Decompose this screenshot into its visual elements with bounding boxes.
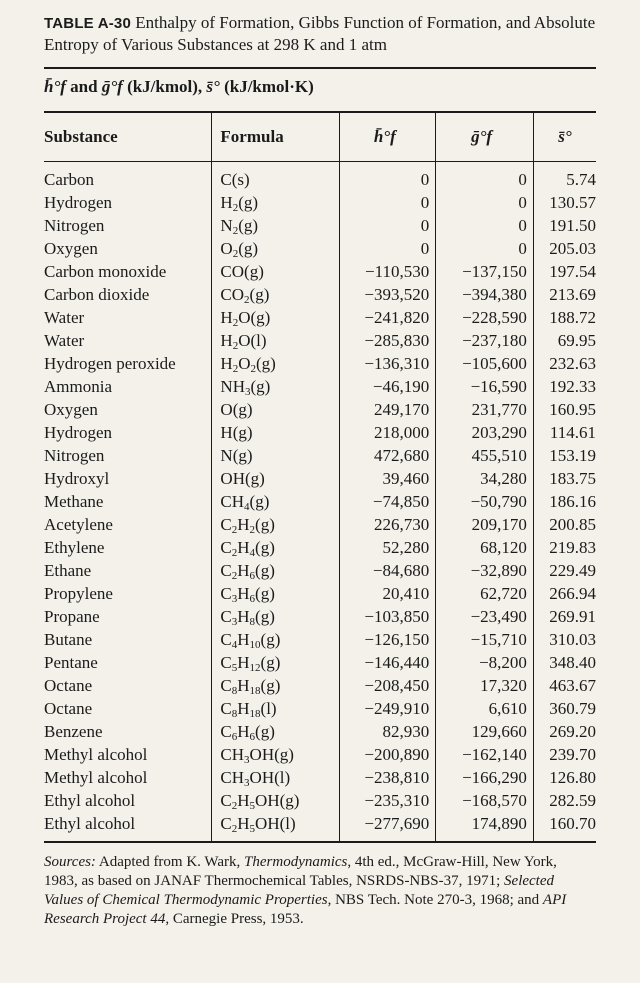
table-row [44,283,596,306]
gibbs-cell: −8,200 [436,651,534,674]
enthalpy-symbol: h̄°f [44,77,66,96]
table-row [44,490,596,513]
formula-cell: H(g) [212,421,340,444]
table-row [44,306,596,329]
enthalpy-cell: −241,820 [340,306,436,329]
formula-cell: $O_2(g)$ [212,237,340,260]
table-row [44,651,596,674]
entropy-cell: 269.91 [533,605,596,628]
formula-cell: N(g) [212,444,340,467]
col-header-entropy: s̄° [533,113,596,162]
enthalpy-cell: 39,460 [340,467,436,490]
formula-cell: OH(g) [212,467,340,490]
entropy-cell: 183.75 [533,467,596,490]
enthalpy-cell: −277,690 [340,812,436,841]
entropy-cell: 160.95 [533,398,596,421]
formula-cell: $NH_3(g)$ [212,375,340,398]
substance-cell: Methyl alcohol [44,768,148,787]
formula-cell: $C_2H_4(g)$ [212,536,340,559]
substance-cell: Oxygen [44,400,98,419]
gibbs-cell: −166,290 [436,766,534,789]
table-row [44,398,596,421]
entropy-cell: 200.85 [533,513,596,536]
enthalpy-cell: −146,440 [340,651,436,674]
entropy-cell: 239.70 [533,743,596,766]
gibbs-cell: 17,320 [436,674,534,697]
table-row [44,766,596,789]
formula-cell: $H_2O(l)$ [212,329,340,352]
entropy-cell: 229.49 [533,559,596,582]
substance-cell: Hydrogen peroxide [44,354,176,373]
gibbs-cell: 34,280 [436,467,534,490]
table-row [44,467,596,490]
gibbs-cell: −228,590 [436,306,534,329]
formula-cell: $C_2H_2(g)$ [212,513,340,536]
table-row [44,329,596,352]
enthalpy-cell: −200,890 [340,743,436,766]
formula-cell: $C_8H_{18}(g)$ [212,674,340,697]
gibbs-cell: −137,150 [436,260,534,283]
formula-cell: CO(g) [212,260,340,283]
formula-cell: $CH_4(g)$ [212,490,340,513]
table-row [44,237,596,260]
entropy-cell: 266.94 [533,582,596,605]
gibbs-cell: 0 [436,237,534,260]
substance-cell: Pentane [44,653,98,672]
enthalpy-cell: −136,310 [340,352,436,375]
formula-cell: $H_2O(g)$ [212,306,340,329]
entropy-cell: 282.59 [533,789,596,812]
enthalpy-cell: −84,680 [340,559,436,582]
formula-cell: $CH_3OH(g)$ [212,743,340,766]
substance-cell: Nitrogen [44,446,105,465]
formula-cell: $N_2(g)$ [212,214,340,237]
entropy-cell: 205.03 [533,237,596,260]
enthalpy-cell: 0 [340,162,436,192]
substance-cell: Nitrogen [44,216,105,235]
substance-cell: Ethane [44,561,92,580]
entropy-cell: 130.57 [533,191,596,214]
formula-cell: $C_2H_5OH(g)$ [212,789,340,812]
gibbs-cell: −16,590 [436,375,534,398]
entropy-cell: 5.74 [533,162,596,192]
substance-cell: Carbon dioxide [44,285,150,304]
formula-cell: $H_2(g)$ [212,191,340,214]
enthalpy-cell: 82,930 [340,720,436,743]
entropy-cell: 232.63 [533,352,596,375]
gibbs-cell: 6,610 [436,697,534,720]
gibbs-cell: 62,720 [436,582,534,605]
formula-cell: $C_6H_6(g)$ [212,720,340,743]
formula-cell: $C_4H_{10}(g)$ [212,628,340,651]
gibbs-cell: −50,790 [436,490,534,513]
entropy-cell: 197.54 [533,260,596,283]
col-header-substance: Substance [44,113,212,162]
formula-cell: C(s) [212,162,340,192]
gibbs-cell: 203,290 [436,421,534,444]
enthalpy-cell: 0 [340,191,436,214]
gibbs-cell: 0 [436,162,534,192]
table-row [44,628,596,651]
enthalpy-cell: −103,850 [340,605,436,628]
gibbs-cell: 129,660 [436,720,534,743]
enthalpy-cell: −74,850 [340,490,436,513]
sources-text-1: Adapted from K. Wark, [98,854,241,870]
formula-cell: $C_8H_{18}(l)$ [212,697,340,720]
gibbs-cell: 0 [436,191,534,214]
sources-book-2: Selected Values of Chemical Thermodynamic Properties [44,873,554,908]
table-row [44,260,596,283]
gibbs-cell: −168,570 [436,789,534,812]
units-kj-kmol-k: (kJ/kmol·K) [224,77,314,96]
substance-cell: Ethyl alcohol [44,791,136,810]
substance-cell: Octane [44,699,93,718]
table-page [44,10,596,929]
substance-cell: Methyl alcohol [44,745,148,764]
enthalpy-cell: −126,150 [340,628,436,651]
substance-cell: Propane [44,607,100,626]
substance-cell: Ammonia [44,377,112,396]
table-row [44,743,596,766]
table-caption [44,10,596,55]
formula-cell: $H_2O_2(g)$ [212,352,340,375]
entropy-cell: 153.19 [533,444,596,467]
entropy-cell: 191.50 [533,214,596,237]
col-header-gibbs: ḡ°f [436,113,534,162]
top-rule [44,67,596,69]
substance-cell: Octane [44,676,93,695]
gibbs-symbol: ḡ°f [101,77,123,96]
enthalpy-cell: −249,910 [340,697,436,720]
enthalpy-cell: −238,810 [340,766,436,789]
enthalpy-cell: 20,410 [340,582,436,605]
gibbs-cell: 231,770 [436,398,534,421]
table-row [44,513,596,536]
sources-text-4: , Carnegie Press, 1953. [165,911,304,927]
substance-cell: Methane [44,492,104,511]
enthalpy-cell: −46,190 [340,375,436,398]
substance-cell: Ethyl alcohol [44,814,136,833]
col-header-formula: Formula [212,113,340,162]
table-row [44,582,596,605]
table-row [44,812,596,841]
entropy-cell: 188.72 [533,306,596,329]
gibbs-cell: 455,510 [436,444,534,467]
gibbs-cell: −394,380 [436,283,534,306]
substance-cell: Water [44,331,85,350]
table-row [44,444,596,467]
table-title: Enthalpy of Formation, Gibbs Function of Formation, and Absolute Entropy of Various Substances at 298 K and 1 atm [44,13,596,54]
table-row [44,559,596,582]
enthalpy-cell: −393,520 [340,283,436,306]
table-row [44,421,596,444]
table-row [44,352,596,375]
entropy-cell: 348.40 [533,651,596,674]
enthalpy-cell: 249,170 [340,398,436,421]
gibbs-cell: 174,890 [436,812,534,841]
sources-label: Sources: [44,854,96,870]
gibbs-cell: 209,170 [436,513,534,536]
entropy-cell: 463.67 [533,674,596,697]
table-row [44,375,596,398]
table-row [44,214,596,237]
entropy-cell: 310.03 [533,628,596,651]
entropy-symbol: s̄° [206,77,220,96]
substance-cell: Carbon monoxide [44,262,167,281]
formula-cell: O(g) [212,398,340,421]
table-row [44,789,596,812]
table-row [44,697,596,720]
entropy-cell: 213.69 [533,283,596,306]
entropy-cell: 219.83 [533,536,596,559]
gibbs-cell: −32,890 [436,559,534,582]
substance-cell: Hydroxyl [44,469,110,488]
table-row [44,162,596,192]
entropy-cell: 269.20 [533,720,596,743]
substance-cell: Hydrogen [44,193,112,212]
enthalpy-cell: 52,280 [340,536,436,559]
col-header-enthalpy: h̄°f [340,113,436,162]
entropy-cell: 192.33 [533,375,596,398]
units-and: and [70,77,98,96]
enthalpy-cell: 226,730 [340,513,436,536]
formula-cell: $C_3H_6(g)$ [212,582,340,605]
table-body [44,162,596,842]
entropy-cell: 360.79 [533,697,596,720]
formula-cell: $C_5H_{12}(g)$ [212,651,340,674]
table-number: TABLE A-30 [44,15,132,32]
substance-cell: Acetylene [44,515,113,534]
units-line [44,77,596,101]
enthalpy-cell: −235,310 [340,789,436,812]
gibbs-cell: −105,600 [436,352,534,375]
substance-cell: Butane [44,630,93,649]
enthalpy-cell: 472,680 [340,444,436,467]
enthalpy-cell: −285,830 [340,329,436,352]
entropy-cell: 160.70 [533,812,596,841]
formula-cell: $C_2H_6(g)$ [212,559,340,582]
gibbs-cell: 68,120 [436,536,534,559]
formula-cell: $CO_2(g)$ [212,283,340,306]
sources-text-2: , 4th ed., McGraw-Hill, New York, 1983, as based on JANAF Thermochemical Tables, NSRDS-NBS-37, 1971; [44,854,557,889]
substance-cell: Ethylene [44,538,105,557]
gibbs-cell: −237,180 [436,329,534,352]
enthalpy-cell: −110,530 [340,260,436,283]
thermo-table [44,113,596,841]
entropy-cell: 126.80 [533,766,596,789]
enthalpy-cell: −208,450 [340,674,436,697]
table-row [44,191,596,214]
formula-cell: $CH_3OH(l)$ [212,766,340,789]
table-header-row [44,113,596,162]
gibbs-cell: −15,710 [436,628,534,651]
enthalpy-cell: 0 [340,214,436,237]
sources-book-1: Thermodynamics [244,854,348,870]
substance-cell: Benzene [44,722,103,741]
substance-cell: Hydrogen [44,423,112,442]
enthalpy-cell: 218,000 [340,421,436,444]
substance-cell: Water [44,308,85,327]
units-kj-kmol: (kJ/kmol), [127,77,203,96]
table-row [44,536,596,559]
entropy-cell: 186.16 [533,490,596,513]
bottom-rule [44,841,596,843]
gibbs-cell: −23,490 [436,605,534,628]
sources-text-3: , NBS Tech. Note 270-3, 1968; and [327,892,540,908]
table-row [44,674,596,697]
formula-cell: $C_3H_8(g)$ [212,605,340,628]
entropy-cell: 69.95 [533,329,596,352]
sources-note [44,853,596,929]
substance-cell: Oxygen [44,239,98,258]
sources-book-3: API Research Project 44 [44,892,567,927]
gibbs-cell: −162,140 [436,743,534,766]
table-row [44,605,596,628]
substance-cell: Carbon [44,170,95,189]
formula-cell: $C_2H_5OH(l)$ [212,812,340,841]
gibbs-cell: 0 [436,214,534,237]
entropy-cell: 114.61 [533,421,596,444]
substance-cell: Propylene [44,584,113,603]
enthalpy-cell: 0 [340,237,436,260]
table-row [44,720,596,743]
